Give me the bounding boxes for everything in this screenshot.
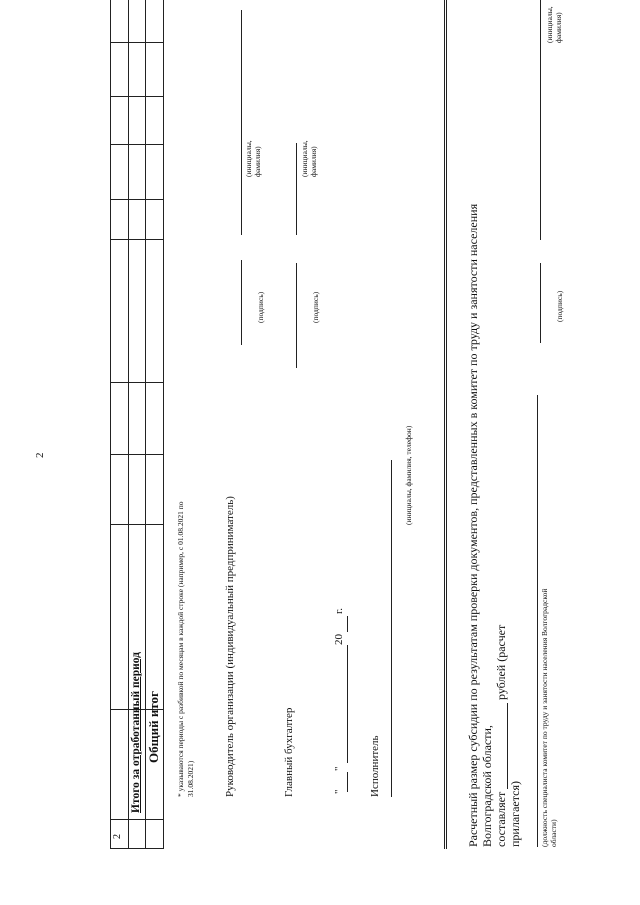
table-rule-top — [110, 0, 111, 849]
specialist-signature-caption: (подпись) — [555, 290, 564, 322]
accountant-initials-caption: (инициалы, — [300, 140, 309, 177]
table-rule-bottom — [163, 0, 164, 849]
date-year-prefix: 20 — [333, 634, 345, 645]
calculation-amount-line — [507, 703, 508, 789]
section-divider — [444, 0, 445, 849]
date-year-line — [347, 616, 348, 632]
date-quote-open: " — [333, 789, 345, 794]
head-initials-caption: фамилия) — [253, 146, 262, 177]
section-divider — [446, 0, 447, 849]
calculation-line: прилагается) — [508, 781, 522, 847]
table-grand-total-label: Общий итог — [146, 691, 161, 763]
table-col-rule — [110, 524, 163, 525]
head-of-organization-label: Руководитель организации (индивидуальный предприниматель) — [224, 496, 236, 797]
head-signature-line — [241, 260, 242, 345]
table-col-rule — [110, 819, 163, 820]
table-subtotal-label: Итого за отработанный период — [130, 652, 142, 813]
footnote-line: 31.08.2021) — [186, 760, 195, 797]
calculation-amount-suffix: рублей (расчет — [494, 624, 508, 700]
specialist-initials-caption: (инициалы, — [545, 6, 554, 43]
specialist-signature-line — [540, 263, 541, 343]
head-signature-caption: (подпись) — [256, 291, 265, 323]
calculation-line: Расчетный размер субсидии по результатам проверки документов, представленных в комитет по труду и занятости населения — [466, 203, 480, 847]
table-col-rule — [110, 239, 163, 240]
table-col-rule — [110, 199, 163, 200]
date-year-suffix: г. — [333, 607, 345, 614]
page-number: 2 — [34, 452, 46, 458]
table-col-rule — [110, 454, 163, 455]
executor-line — [391, 460, 392, 797]
accountant-initials-caption: фамилия) — [309, 146, 318, 177]
date-day-line — [347, 772, 348, 792]
table-col-rule — [110, 144, 163, 145]
specialist-position-caption: области) — [549, 819, 558, 847]
table-col-rule — [110, 382, 163, 383]
table-rule — [128, 0, 129, 849]
chief-accountant-label: Главный бухгалтер — [283, 707, 295, 797]
executor-label: Исполнитель — [369, 735, 381, 797]
table-row-number: 2 — [112, 834, 123, 839]
date-month-line — [347, 645, 348, 763]
executor-caption: (инициалы, фамилия, телефон) — [404, 425, 413, 525]
calculation-line: Волгоградской области, — [480, 725, 494, 847]
table-col-rule — [110, 96, 163, 97]
specialist-initials-line — [540, 0, 541, 240]
accountant-initials-line — [296, 143, 297, 235]
specialist-position-caption: (должность специалиста комитет по труду и занятости населения Волгоградской — [540, 588, 549, 847]
accountant-signature-line — [296, 263, 297, 368]
accountant-signature-caption: (подпись) — [311, 291, 320, 323]
specialist-initials-caption: фамилия) — [554, 12, 563, 43]
table-col-rule — [110, 848, 163, 849]
date-quote-close: " — [333, 766, 345, 771]
head-initials-caption: (инициалы, — [244, 140, 253, 177]
footnote-line: * указываются периоды с разбивкой по месяцам в каждой строке (например, с 01.08.2021 по — [176, 501, 185, 797]
calculation-amount-prefix: составляет — [494, 791, 508, 847]
table-col-rule — [110, 42, 163, 43]
specialist-position-line — [537, 395, 538, 847]
head-initials-line — [241, 10, 242, 235]
